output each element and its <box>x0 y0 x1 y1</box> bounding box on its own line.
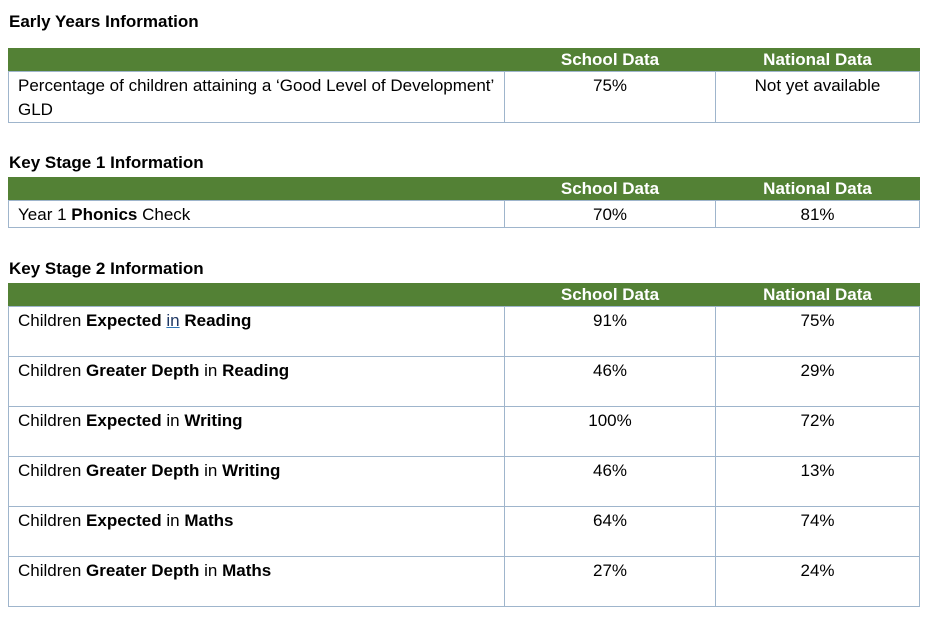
table-row <box>9 201 920 228</box>
school-value: 70% <box>505 201 716 228</box>
label-text: in <box>161 511 185 530</box>
national-value: Not yet available <box>716 72 920 123</box>
label-text-bold: Writing <box>184 411 243 430</box>
table-row <box>9 457 920 507</box>
school-value: 75% <box>505 72 716 123</box>
national-value: 75% <box>716 307 920 357</box>
table-header-row <box>9 284 920 307</box>
table-row <box>9 407 920 457</box>
key-stage-2-title: Key Stage 2 Information <box>9 259 204 278</box>
school-value: 27% <box>505 557 716 607</box>
label-text: in <box>199 561 223 580</box>
label-text: Children <box>18 311 87 330</box>
table-row <box>9 507 920 557</box>
header-blank <box>9 49 505 72</box>
table-row <box>9 557 920 607</box>
label-text-bold: Reading <box>184 311 252 330</box>
table-header-row <box>9 49 920 72</box>
label-text: Children <box>18 461 87 480</box>
national-value: 29% <box>716 357 920 407</box>
row-label <box>9 457 505 507</box>
header-national-data: National Data <box>716 178 920 201</box>
row-label <box>9 557 505 607</box>
label-text-bold: Greater Depth <box>86 361 200 380</box>
table-row <box>9 357 920 407</box>
label-text-bold: Greater Depth <box>86 561 200 580</box>
label-text: in <box>199 361 223 380</box>
header-national-data: National Data <box>716 284 920 307</box>
label-text-bold: Expected <box>86 411 162 430</box>
school-value: 46% <box>505 457 716 507</box>
label-text-bold: Reading <box>222 361 290 380</box>
label-text-bold: Writing <box>222 461 281 480</box>
label-text: Children <box>18 561 87 580</box>
early-years-title: Early Years Information <box>9 12 199 31</box>
row-label <box>9 357 505 407</box>
national-value: 74% <box>716 507 920 557</box>
key-stage-1-title: Key Stage 1 Information <box>9 153 204 172</box>
national-value: 13% <box>716 457 920 507</box>
label-text: Check <box>137 205 191 224</box>
label-text: in <box>161 411 185 430</box>
table-row <box>9 72 920 123</box>
table-row <box>9 307 920 357</box>
row-label <box>9 507 505 557</box>
school-value: 64% <box>505 507 716 557</box>
row-label: Percentage of children attaining a ‘Good Level of Development’ GLD <box>9 72 505 123</box>
label-text-bold: Expected <box>86 511 162 530</box>
label-text: in <box>199 461 223 480</box>
school-value: 91% <box>505 307 716 357</box>
key-stage-2-table <box>8 283 920 607</box>
label-text-bold: Maths <box>184 511 234 530</box>
label-text: Year 1 <box>18 205 72 224</box>
header-blank <box>9 178 505 201</box>
school-value: 100% <box>505 407 716 457</box>
label-text-bold: Maths <box>222 561 272 580</box>
table-header-row <box>9 178 920 201</box>
underlined-word: in <box>166 311 180 330</box>
header-school-data: School Data <box>505 284 716 307</box>
national-value: 72% <box>716 407 920 457</box>
row-label <box>9 407 505 457</box>
label-text: Children <box>18 361 87 380</box>
key-stage-1-table <box>8 177 920 228</box>
label-text-bold: Expected <box>86 311 162 330</box>
header-school-data: School Data <box>505 178 716 201</box>
national-value: 81% <box>716 201 920 228</box>
label-text-bold: Greater Depth <box>86 461 200 480</box>
label-text-bold: Phonics <box>71 205 138 224</box>
row-label <box>9 201 505 228</box>
national-value: 24% <box>716 557 920 607</box>
early-years-table <box>8 48 920 123</box>
label-text: Children <box>18 411 87 430</box>
school-value: 46% <box>505 357 716 407</box>
header-blank <box>9 284 505 307</box>
header-school-data: School Data <box>505 49 716 72</box>
row-label <box>9 307 505 357</box>
header-national-data: National Data <box>716 49 920 72</box>
label-text: Children <box>18 511 87 530</box>
